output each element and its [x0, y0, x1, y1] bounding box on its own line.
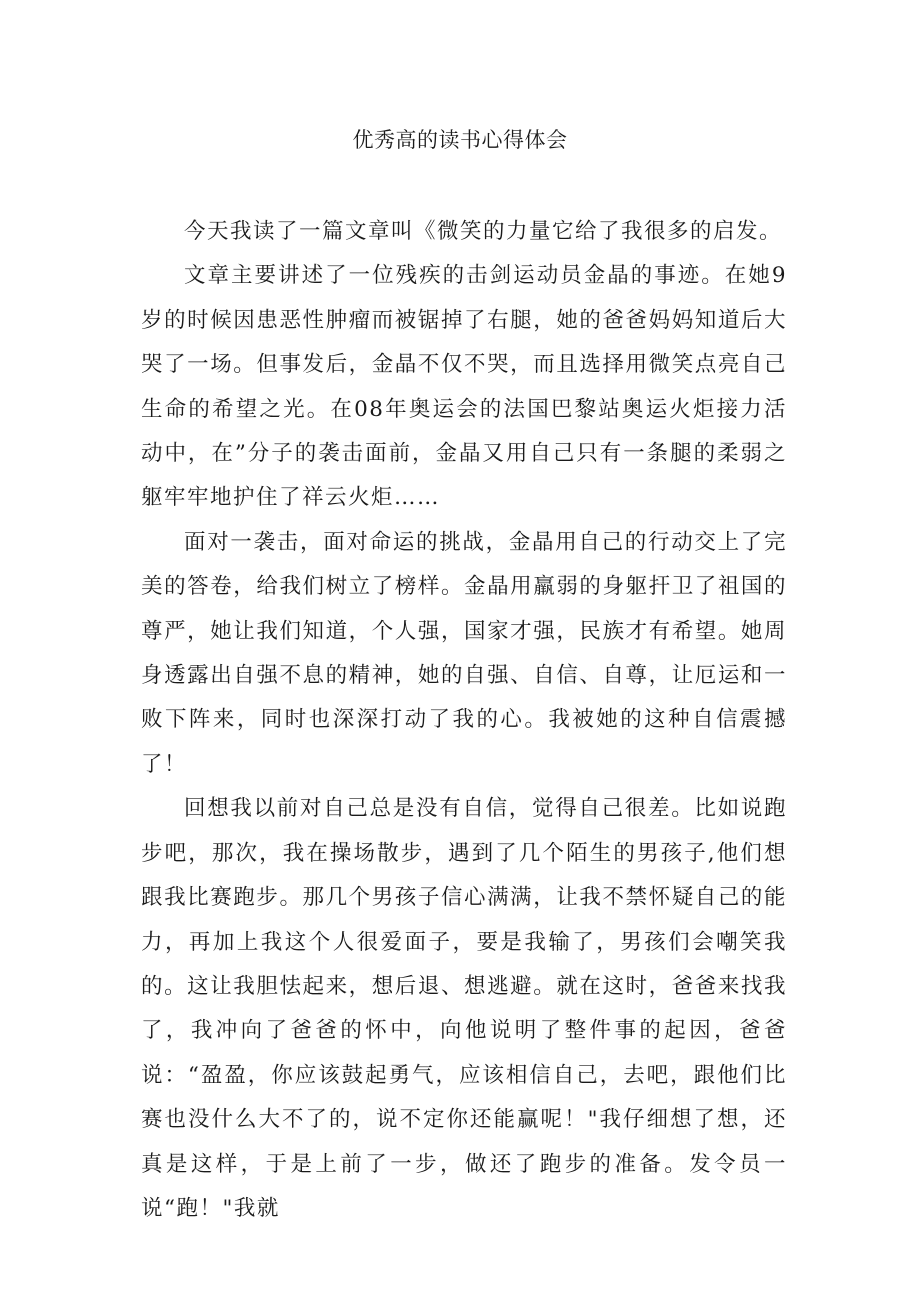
paragraph-3: 面对一袭击，面对命运的挑战，金晶用自己的行动交上了完美的答卷，给我们树立了榜样。金晶用羸弱的身躯扞卫了祖国的尊严，她让我们知道，个人强，国家才强，民族才有希望。她周身透露出自强不息的精神，她的自强、自信、自尊，让厄运和一败下阵来，同时也深深打动了我的心。我被她的这种自信震撼了！	[141, 529, 787, 777]
paragraph-2: 文章主要讲述了一位残疾的击剑运动员金晶的事迹。在她9岁的时候因患恶性肿瘤而被锯掉了右腿，她的爸爸妈妈知道后大哭了一场。但事发后，金晶不仅不哭，而且选择用微笑点亮自己生命的希望之光。在08年奥运会的法国巴黎站奥运火炬接力活动中，在”分子的袭击面前，金晶又用自己只有一条腿的柔弱之躯牢牢地护住了祥云火炬……	[141, 263, 787, 511]
paragraph-4: 回想我以前对自己总是没有自信，觉得自己很差。比如说跑步吧，那次，我在操场散步，遇到了几个陌生的男孩子,他们想跟我比赛跑步。那几个男孩子信心满满，让我不禁怀疑自己的能力，再加上我这个人很爱面子，要是我输了，男孩们会嘲笑我的。这让我胆怯起来，想后退、想逃避。就在这时，爸爸来找我了，我冲向了爸爸的怀中，向他说明了整件事的起因，爸爸说：“盈盈，你应该鼓起勇气，应该相信自己，去吧，跟他们比赛也没什么大不了的，说不定你还能赢呢！"我仔细想了想，还真是这样，于是上前了一步，做还了跑步的准备。发令员一说“跑！"我就	[141, 796, 787, 1221]
document-body	[141, 210, 787, 1231]
paragraph-1: 今天我读了一篇文章叫《微笑的力量它给了我很多的启发。	[184, 219, 783, 244]
document-title: 优秀高的读书心得体会	[352, 128, 568, 152]
